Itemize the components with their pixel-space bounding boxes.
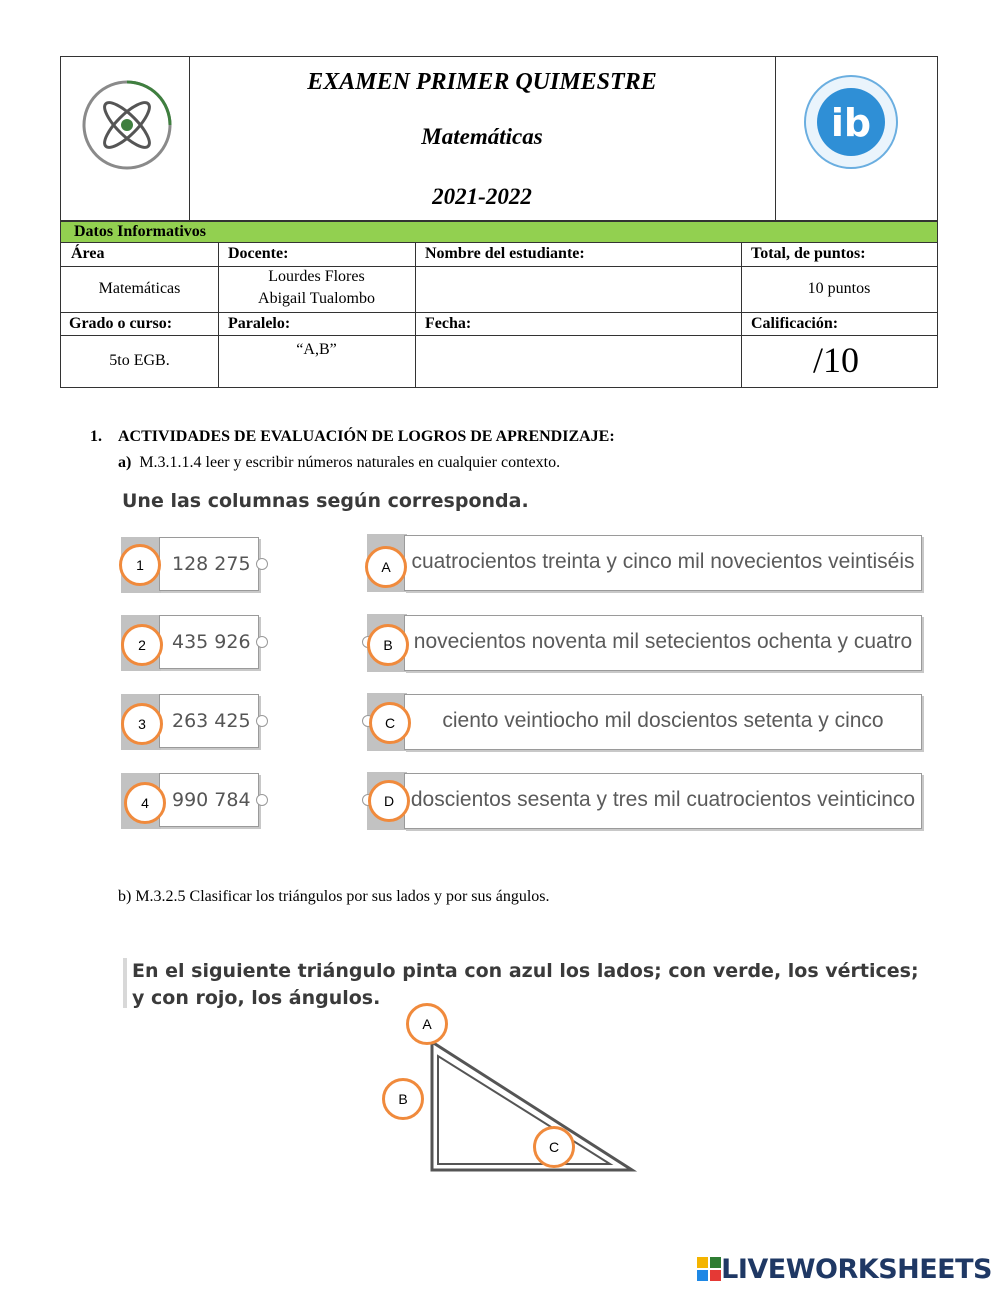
subject-title: Matemáticas xyxy=(421,124,543,149)
liveworksheets-icon xyxy=(697,1257,721,1281)
marker-2[interactable]: 2 xyxy=(121,624,163,666)
triangle-marker-A[interactable]: A xyxy=(406,1003,448,1045)
triangle-marker-C[interactable]: C xyxy=(533,1126,575,1168)
connector-left-2[interactable] xyxy=(256,636,268,648)
item-b-text: b) M.3.2.5 Clasificar los triángulos por sus lados y por sus ángulos. xyxy=(118,888,550,905)
grid-line xyxy=(61,335,937,336)
section-title-bar: Datos Informativos xyxy=(60,221,938,243)
connector-left-4[interactable] xyxy=(256,794,268,806)
text-box-A: cuatrocientos treinta y cinco mil novecientos veintiséis xyxy=(404,535,922,591)
column-divider xyxy=(775,57,777,220)
total-points-value: 10 puntos xyxy=(807,280,871,297)
info-grid xyxy=(60,243,938,388)
instruction-bar xyxy=(123,958,127,1008)
brand-text: LIVEWORKSHEETS xyxy=(721,1254,992,1285)
label-area: Área xyxy=(71,245,105,262)
marker-D[interactable]: D xyxy=(368,780,410,822)
exam-header xyxy=(60,56,938,221)
parallel-value: “A,B” xyxy=(296,341,337,358)
matching-instruction: Une las columnas según corresponda. xyxy=(122,490,529,512)
text-box-D: doscientos sesenta y tres mil cuatrocientos veinticinco xyxy=(404,773,922,829)
section-heading: ACTIVIDADES DE EVALUACIÓN DE LOGROS DE APRENDIZAJE: xyxy=(118,428,615,445)
triangle-instruction-2: y con rojo, los ángulos. xyxy=(132,987,381,1009)
exam-title: EXAMEN PRIMER QUIMESTRE xyxy=(307,69,657,95)
number-box-1: 128 275 xyxy=(159,537,259,591)
atom-logo-icon xyxy=(79,77,175,173)
marker-C[interactable]: C xyxy=(369,702,411,744)
number-box-2: 435 926 xyxy=(159,615,259,669)
school-logo-cell xyxy=(61,57,190,220)
label-parallel: Paralelo: xyxy=(228,315,291,332)
marker-A[interactable]: A xyxy=(365,546,407,588)
title-block xyxy=(189,69,775,210)
svg-text:ib: ib xyxy=(830,101,872,145)
grid-line xyxy=(61,266,937,267)
area-value: Matemáticas xyxy=(98,280,181,297)
marker-1[interactable]: 1 xyxy=(119,544,161,586)
triangle-instruction-1: En el siguiente triángulo pinta con azul los lados; con verde, los vértices; xyxy=(132,960,919,982)
connector-left-3[interactable] xyxy=(256,715,268,727)
triangle-marker-B[interactable]: B xyxy=(382,1078,424,1120)
grid-line xyxy=(415,243,416,387)
number-box-4: 990 784 xyxy=(159,773,259,827)
text-box-C: ciento veintiocho mil doscientos setenta y cinco xyxy=(404,694,922,750)
label-student-name: Nombre del estudiante: xyxy=(425,245,585,262)
right-triangle xyxy=(420,1030,640,1180)
liveworksheets-logo xyxy=(697,1254,992,1285)
grade-value: 5to EGB. xyxy=(109,352,170,369)
label-teacher: Docente: xyxy=(228,245,289,262)
section-number: 1. xyxy=(90,428,102,445)
label-total-points: Total, de puntos: xyxy=(751,245,866,262)
connector-left-1[interactable] xyxy=(256,558,268,570)
teacher-1: Lourdes Flores xyxy=(268,268,365,285)
number-box-3: 263 425 xyxy=(159,694,259,748)
item-a-letter: a) xyxy=(118,454,132,471)
label-date: Fecha: xyxy=(425,315,472,332)
ib-seal-icon xyxy=(801,72,901,172)
item-a-text: M.3.1.1.4 leer y escribir números naturales en cualquier contexto. xyxy=(139,454,561,471)
grid-line xyxy=(218,243,219,387)
teacher-2: Abigail Tualombo xyxy=(258,290,375,307)
marker-4[interactable]: 4 xyxy=(124,782,166,824)
grid-line xyxy=(61,312,937,313)
marker-B[interactable]: B xyxy=(367,624,409,666)
item-a xyxy=(118,454,560,472)
marker-3[interactable]: 3 xyxy=(121,703,163,745)
label-score: Calificación: xyxy=(751,315,839,332)
school-year: 2021-2022 xyxy=(432,184,532,209)
label-grade: Grado o curso: xyxy=(69,315,173,332)
grid-line xyxy=(741,243,742,387)
score-value: /10 xyxy=(813,340,860,380)
text-box-B: novecientos noventa mil setecientos ochenta y cuatro xyxy=(404,615,922,671)
